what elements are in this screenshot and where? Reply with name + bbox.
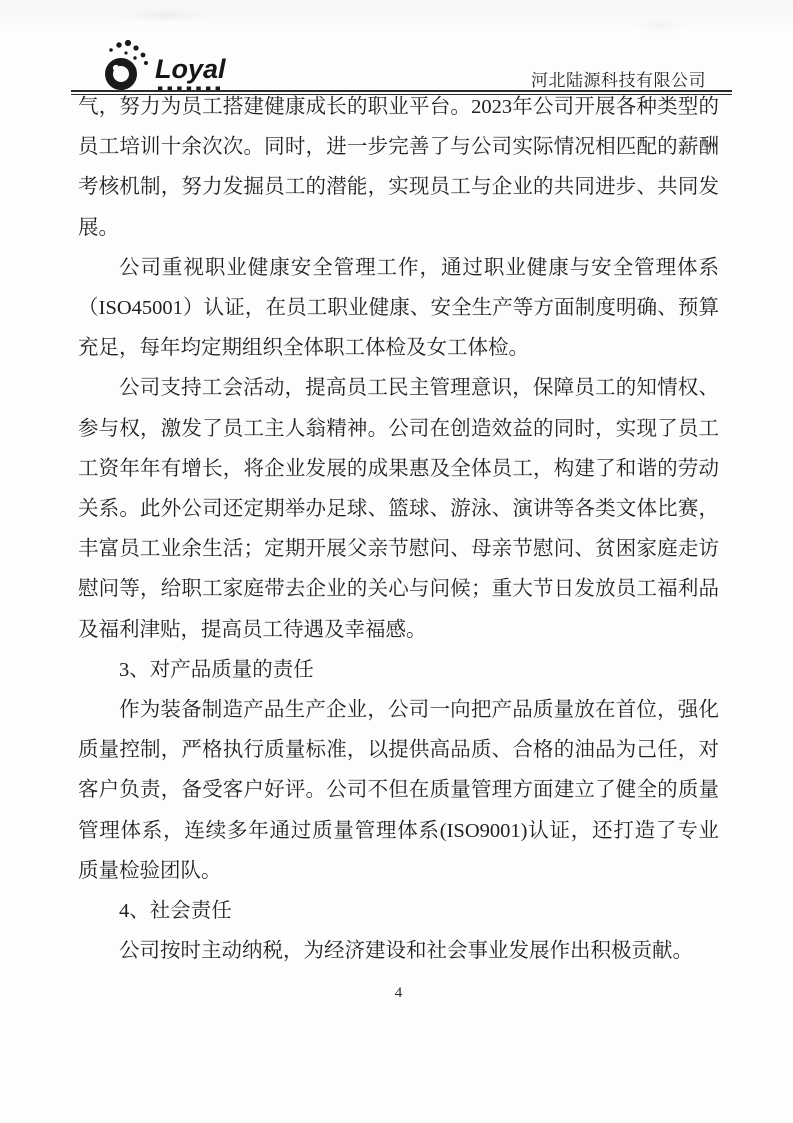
document-body [78, 84, 719, 971]
page-number: 4 [394, 985, 403, 1001]
paragraph-continuation: 气，努力为员工搭建健康成长的职业平台。2023年公司开展各种类型的员工培训十余次次。同时，进一步完善了与公司实际情况相匹配的薪酬考核机制，努力发掘员工的潜能，实现员工与企业的共同进步、共同发展。 [78, 96, 719, 239]
paragraph-union-welfare: 公司支持工会活动，提高员工民主管理意识，保障员工的知情权、参与权，激发了员工主人翁精神。公司在创造效益的同时，实现了员工工资年年有增长，将企业发展的成果惠及全体员工，构建了和谐的劳动关系。此外公司还定期举办足球、篮球、游泳、演讲等各类文体比赛，丰富员工业余生活；定期开展父亲节慰问、母亲节慰问、贫困家庭走访慰问等，给职工家庭带去企业的关心与问候；重大节日发放员工福利品及福利津贴，提高员工待遇及幸福感。 [78, 377, 719, 641]
paragraph-product-quality: 作为装备制造产品生产企业，公司一向把产品质量放在首位，强化质量控制，严格执行质量标准，以提供高品质、合格的油品为己任，对客户负责，备受客户好评。公司不但在质量管理方面建立了健全的质量管理体系，连续多年通过质量管理体系(ISO9001)认证，还打造了专业质量检验团队。 [78, 699, 719, 882]
paragraph-health-safety: 公司重视职业健康安全管理工作，通过职业健康与安全管理体系（ISO45001）认证，在员工职业健康、安全生产等方面制度明确、预算充足，每年均定期组织全体职工体检及女工体检。 [78, 256, 719, 360]
logo-wordmark: Loyal [155, 54, 226, 84]
page-header [71, 0, 732, 95]
section-heading-product-quality: 3、对产品质量的责任 [119, 658, 314, 681]
logo-sub-marks: ▪▪▪▪▪▪▪ [157, 84, 225, 94]
company-name: 河北陆源科技有限公司 [531, 71, 706, 90]
section-heading-social-responsibility: 4、社会责任 [119, 900, 232, 923]
page-footer [78, 984, 719, 1002]
paragraph-social-responsibility: 公司按时主动纳税，为经济建设和社会事业发展作出积极贡献。 [119, 940, 693, 963]
